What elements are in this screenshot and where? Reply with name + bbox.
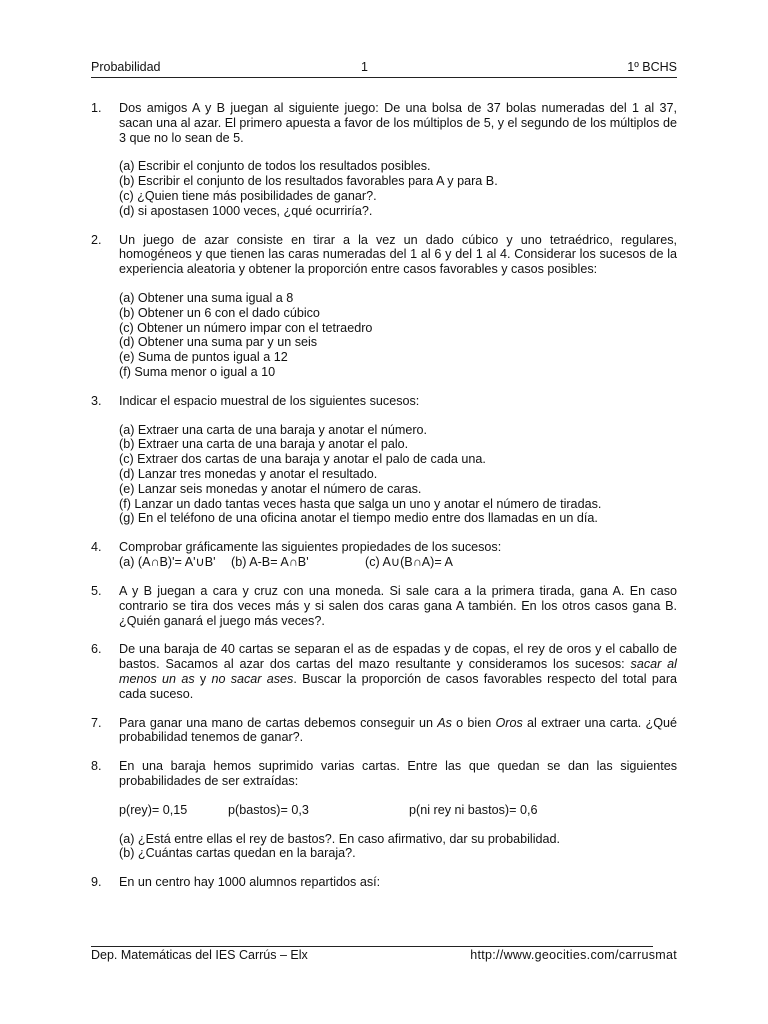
problem-item: (f) Lanzar un dado tantas veces hasta que salga un uno y anotar el número de tiradas. bbox=[119, 496, 602, 511]
problem-statement bbox=[119, 642, 677, 701]
problem-item: (a) Escribir el conjunto de todos los resultados posibles. bbox=[119, 159, 431, 174]
problem-statement: A y B juegan a cara y cruz con una moneda. Si sale cara a la primera tirada, gana A. En caso contrario se tira dos veces más y si salen dos caras gana A también. En los otros casos gana B. ¿Quién ganará el juego más veces?. bbox=[119, 583, 677, 628]
statement-text: o bien bbox=[451, 715, 496, 730]
problem-item: (f) Suma menor o igual a 10 bbox=[119, 364, 276, 379]
problem-statement bbox=[119, 716, 677, 746]
problem-item: (e) Lanzar seis monedas y anotar el número de caras. bbox=[119, 481, 422, 496]
problem-4 bbox=[91, 540, 677, 570]
problem-item: (c) Extraer dos cartas de una baraja y anotar el palo de cada una. bbox=[119, 452, 486, 467]
page-footer bbox=[91, 948, 677, 964]
event-name: sacar al menos un as bbox=[119, 657, 677, 686]
property-c: (c) A∪(B∩A)= A bbox=[365, 554, 453, 569]
header-course: 1º BCHS bbox=[627, 60, 677, 74]
problem-item: (a) ¿Está entre ellas el rey de bastos?. En caso afirmativo, dar su probabilidad. bbox=[119, 831, 561, 846]
prob-rey: p(rey)= 0,15 bbox=[119, 802, 188, 817]
problem-statement: En un centro hay 1000 alumnos repartidos así: bbox=[119, 875, 381, 890]
problem-item: (c) ¿Quien tiene más posibilidades de ganar?. bbox=[119, 188, 377, 203]
problem-9 bbox=[91, 875, 677, 890]
problem-8 bbox=[91, 759, 677, 861]
card-name: As bbox=[437, 715, 452, 730]
problem-statement: Un juego de azar consiste en tirar a la vez un dado cúbico y uno tetraédrico, regulares, homogéneos y que tienen las caras numeradas del 1 al 6 y del 1 al 4. Considerar los sucesos de la experiencia aleatoria y obtener la proporción entre casos favorables y casos posibles: bbox=[119, 232, 677, 277]
problem-number: 5. bbox=[91, 583, 102, 598]
statement-text: . Buscar la proporción de casos favorables respecto del total para cada suceso. bbox=[119, 671, 678, 701]
prob-bastos: p(bastos)= 0,3 bbox=[228, 802, 309, 817]
footer-department: Dep. Matemáticas del IES Carrús – Elx bbox=[91, 948, 308, 962]
footer-url: http://www.geocities.com/carrusmat bbox=[470, 948, 677, 962]
event-name: no sacar ases bbox=[211, 671, 294, 686]
property-b: (b) A-B= A∩B' bbox=[231, 554, 309, 569]
problem-statement: Indicar el espacio muestral de los siguientes sucesos: bbox=[119, 393, 420, 408]
problem-statement: En una baraja hemos suprimido varias cartas. Entre las que quedan se dan las siguientes probabilidades de ser extraídas: bbox=[119, 759, 677, 788]
problem-item: (b) Escribir el conjunto de los resultados favorables para A y para B. bbox=[119, 174, 498, 189]
set-properties bbox=[119, 555, 677, 570]
card-suit: Oros bbox=[495, 715, 523, 730]
problem-item: (b) ¿Cuántas cartas quedan en la baraja?. bbox=[119, 846, 356, 861]
problem-item: (a) Obtener una suma igual a 8 bbox=[119, 290, 294, 305]
probability-values bbox=[119, 803, 677, 818]
statement-text: y bbox=[194, 671, 212, 686]
problem-statement: Comprobar gráficamente las siguientes propiedades de los sucesos: bbox=[119, 540, 502, 555]
statement-text: al extraer una carta. ¿Qué probabilidad tenemos de ganar?. bbox=[119, 715, 677, 745]
problem-item: (e) Suma de puntos igual a 12 bbox=[119, 350, 288, 365]
problem-6 bbox=[91, 642, 677, 701]
problem-item: (d) Obtener una suma par y un seis bbox=[119, 335, 318, 350]
property-a: (a) (A∩B)'= A'∪B' bbox=[119, 554, 216, 569]
problem-number: 7. bbox=[91, 715, 102, 730]
problem-1 bbox=[91, 101, 677, 219]
problem-item: (d) si apostasen 1000 veces, ¿qué ocurriría?. bbox=[119, 203, 373, 218]
problem-item: (c) Obtener un número impar con el tetraedro bbox=[119, 320, 373, 335]
footer-rule bbox=[91, 946, 653, 947]
page-header bbox=[91, 60, 677, 76]
prob-ni-rey-ni-bastos: p(ni rey ni bastos)= 0,6 bbox=[409, 802, 538, 817]
problem-item: (d) Lanzar tres monedas y anotar el resultado. bbox=[119, 466, 378, 481]
problem-item: (g) En el teléfono de una oficina anotar el tiempo medio entre dos llamadas en un día. bbox=[119, 511, 598, 526]
problem-number: 3. bbox=[91, 393, 102, 408]
problem-number: 8. bbox=[91, 759, 102, 774]
problem-number: 6. bbox=[91, 642, 102, 657]
problem-item: (b) Obtener un 6 con el dado cúbico bbox=[119, 305, 320, 320]
problem-7 bbox=[91, 716, 677, 746]
statement-text: De una baraja de 40 cartas se separan el as de espadas y de copas, el rey de oros y el caballo de bastos. Sacamos al azar dos cartas del mazo resultante y consideramos los sucesos: bbox=[119, 642, 677, 672]
problem-number: 4. bbox=[91, 540, 102, 555]
problem-5 bbox=[91, 584, 677, 628]
problem-number: 9. bbox=[91, 875, 102, 890]
problem-2 bbox=[91, 233, 677, 380]
problem-number: 1. bbox=[91, 101, 102, 115]
problem-list bbox=[91, 101, 677, 904]
header-page-number: 1 bbox=[361, 60, 368, 74]
header-rule bbox=[91, 77, 677, 78]
problem-statement: Dos amigos A y B juegan al siguiente juego: De una bolsa de 37 bolas numeradas del 1 al 37, sacan una al azar. El primero apuesta a favor de los múltiplos de 5, y el segundo de los múltiplos de 3 que no lo sean de 5. bbox=[119, 101, 677, 145]
statement-text: Para ganar una mano de cartas debemos conseguir un bbox=[119, 715, 438, 730]
problem-item: (a) Extraer una carta de una baraja y anotar el número. bbox=[119, 422, 428, 437]
problem-item: (b) Extraer una carta de una baraja y anotar el palo. bbox=[119, 437, 409, 452]
problem-3 bbox=[91, 394, 677, 526]
problem-number: 2. bbox=[91, 232, 102, 247]
header-subject: Probabilidad bbox=[91, 60, 161, 74]
